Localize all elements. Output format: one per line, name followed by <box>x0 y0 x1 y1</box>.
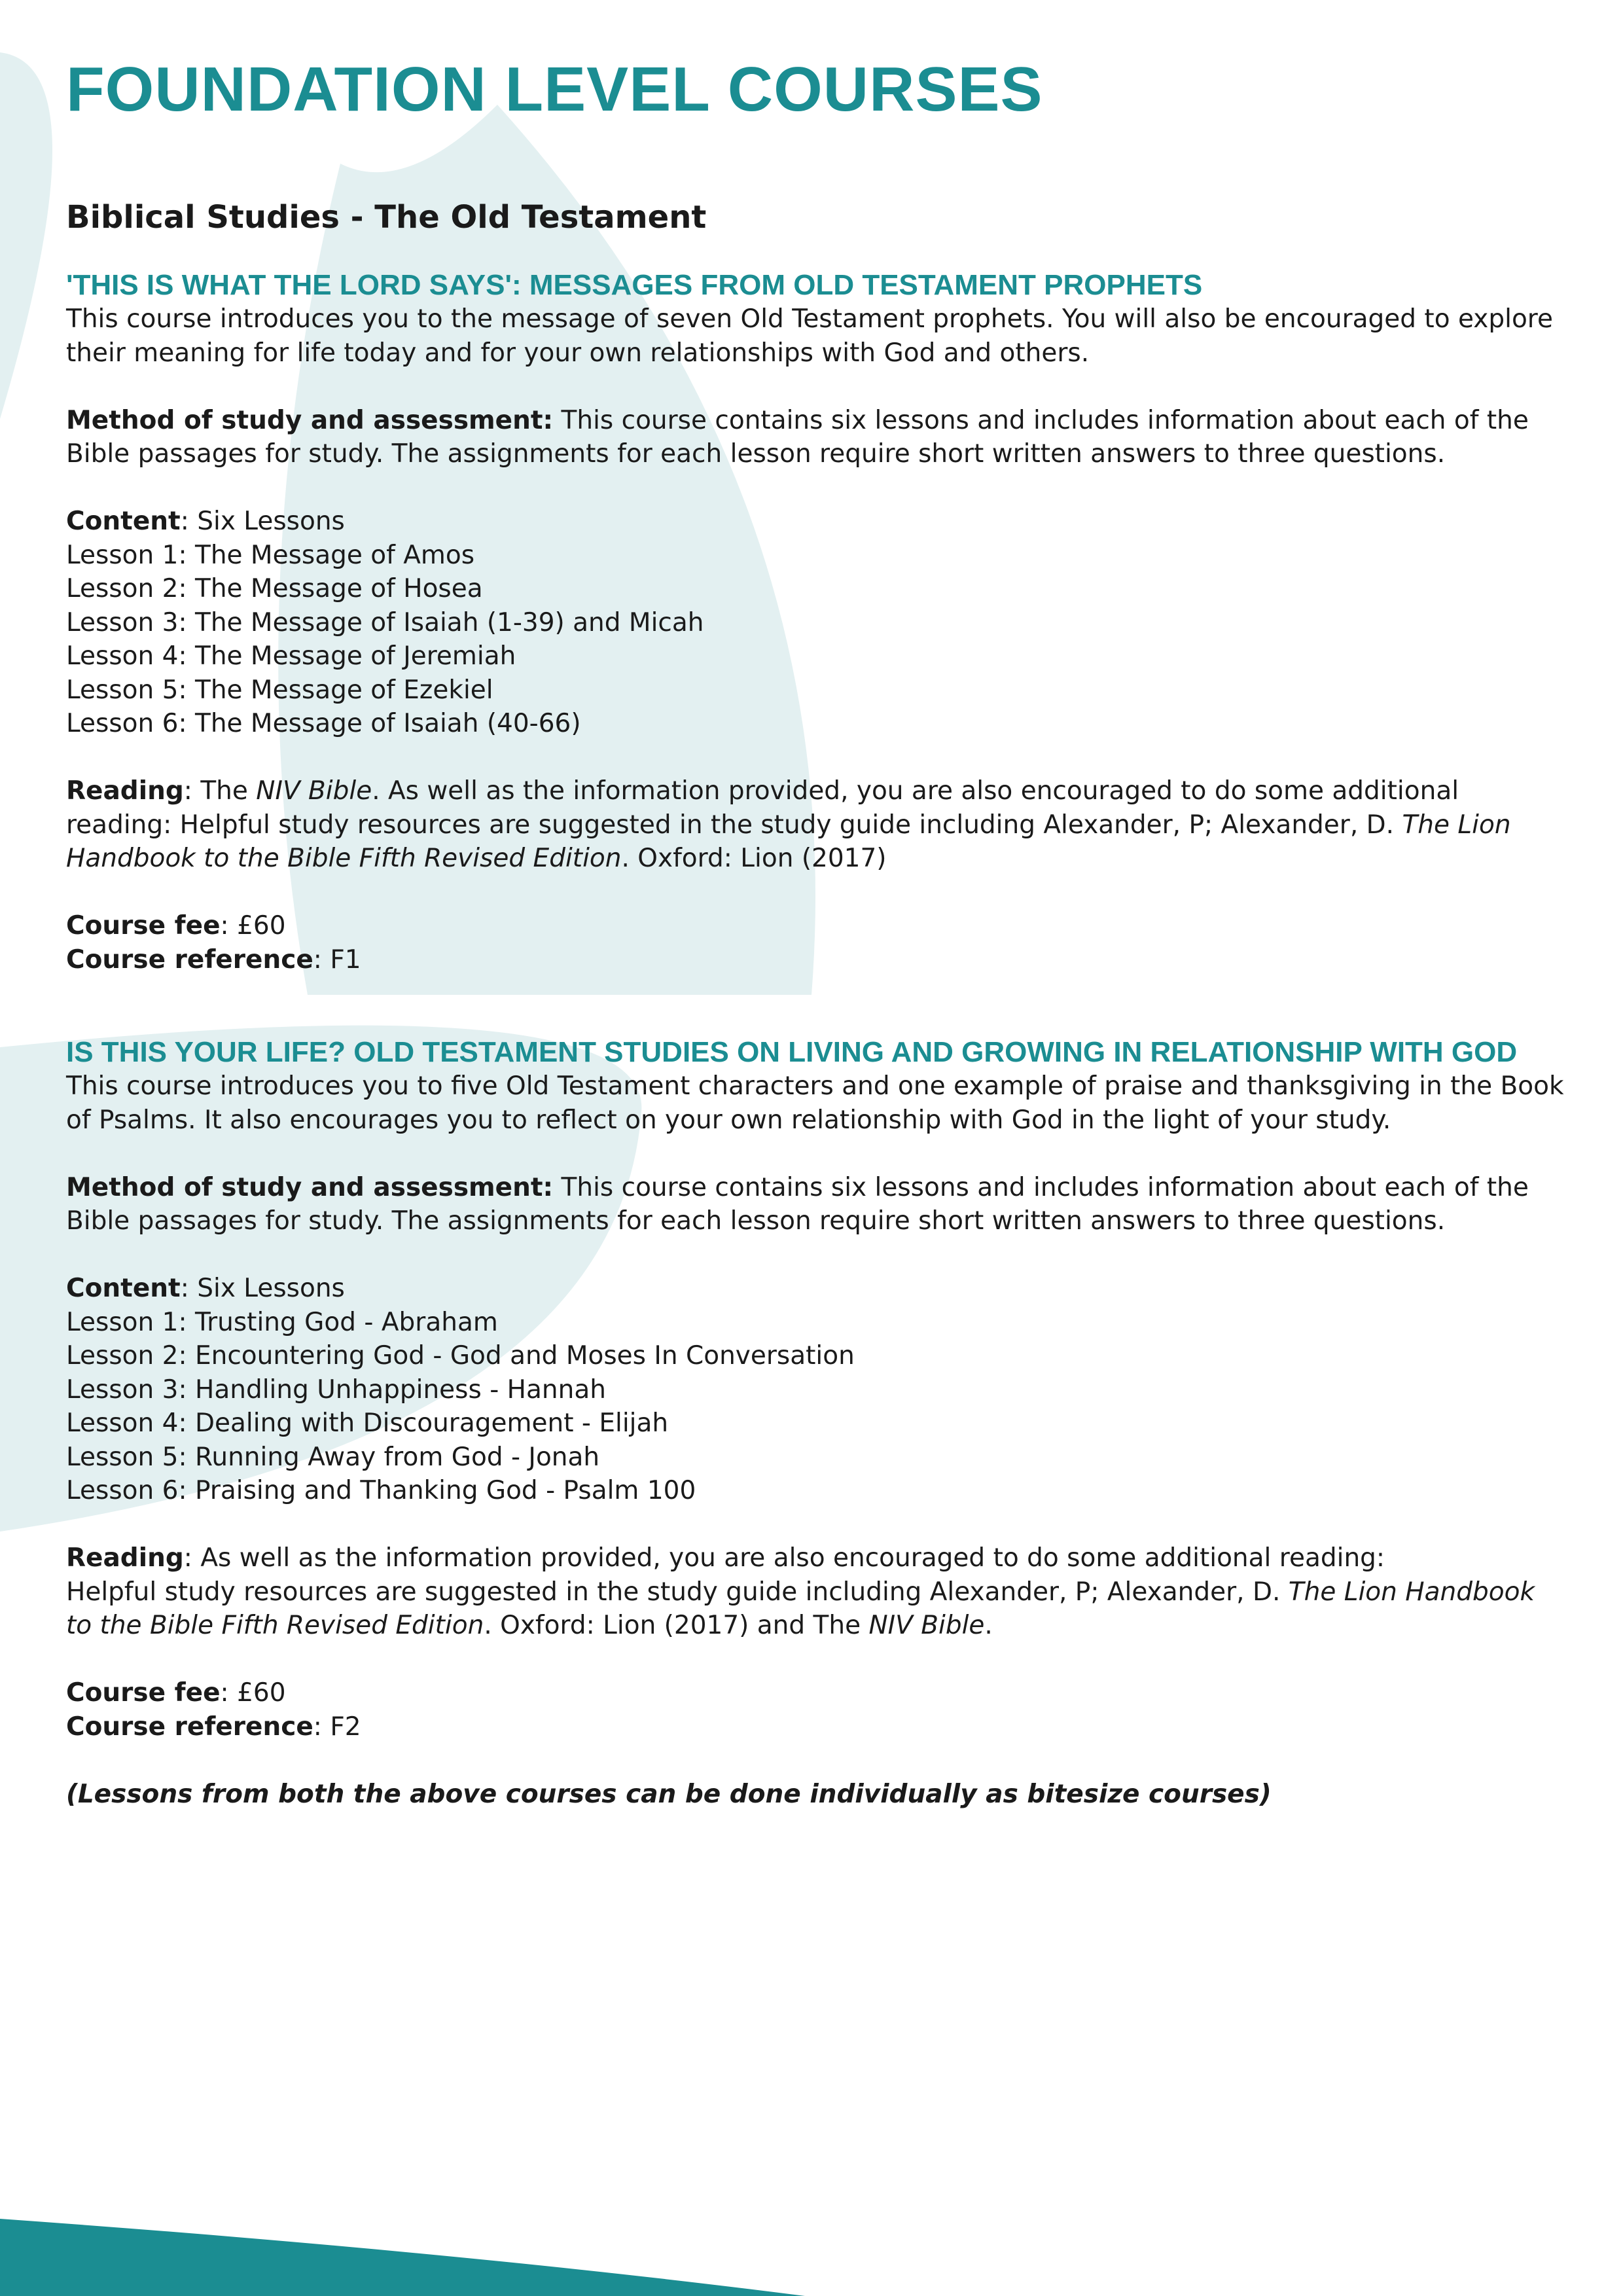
content-value: Six Lessons <box>197 507 345 536</box>
method-text: This course contains six lessons and includes information about each of the Bible passages for study. The assignments for each lesson require short written answers to three questions. <box>66 1172 1529 1236</box>
lesson-list <box>66 1306 1565 1508</box>
course-intro: This course introduces you to five Old Testament characters and one example of praise and thanksgiving in the Book of Psalms. It also encourages you to reflect on your own relationship with God in the light of your study. <box>66 1071 1564 1135</box>
footer-wave <box>0 2219 805 2296</box>
page-title: FOUNDATION LEVEL COURSES <box>66 54 1043 124</box>
reference-value: F1 <box>330 944 361 975</box>
fee-label: Course fee <box>66 911 221 941</box>
reading-text: Helpful study resources are suggested in the study guide including Alexander, P; Alexander, D. <box>66 1577 1281 1607</box>
fee-value: £60 <box>237 911 286 941</box>
method-paragraph <box>66 404 1565 471</box>
reading-paragraph: Reading: As well as the information provided, you are also encouraged to do some additional reading: Helpful study resources are suggested in the study guide including Alexander, P; Alexander, D. The Lion Handbook to the Bible Fifth Revised Edition. Oxford: Lion (2017) and The NIV Bible. <box>66 1543 1535 1640</box>
fee-value: £60 <box>237 1678 286 1708</box>
course-title: IS THIS YOUR LIFE? OLD TESTAMENT STUDIES ON LIVING AND GROWING IN RELATIONSHIP WITH GOD <box>66 1036 1518 1068</box>
reading-label: Reading <box>66 776 184 806</box>
niv-bible-title: NIV Bible <box>256 776 372 806</box>
fee-line: Course fee: £60 <box>66 911 286 941</box>
list-item: Lesson 1: Trusting God - Abraham <box>66 1307 498 1337</box>
course-f1 <box>66 268 1565 977</box>
content-line: Content: Six Lessons <box>66 1274 345 1303</box>
reading-paragraph: Reading: The NIV Bible. As well as the information provided, you are also encouraged to do some additional reading: Helpful study resources are suggested in the study guide including Alexander, P; Alexander, D. The Lion Handbook to the Bible Fifth Revised Edition. Oxford: Lion (2017) <box>66 776 1511 873</box>
content-value: Six Lessons <box>197 1274 345 1303</box>
book-title: The Lion Handbook to the Bible Fifth Revised Edition <box>66 1577 1535 1640</box>
fee-line: Course fee: £60 <box>66 1678 286 1708</box>
reading-text: The <box>200 776 248 806</box>
reading-publisher: . Oxford: Lion (2017) and The <box>484 1611 861 1640</box>
course-f2 <box>66 1035 1565 1744</box>
reading-end: . <box>984 1611 993 1640</box>
list-item: Lesson 4: The Message of Jeremiah <box>66 641 516 671</box>
method-label: Method of study and assessment: <box>66 1172 554 1202</box>
course-title: 'THIS IS WHAT THE LORD SAYS': MESSAGES FROM OLD TESTAMENT PROPHETS <box>66 269 1203 301</box>
reading-text: As well as the information provided, you are also encouraged to do some additional reading: <box>200 1543 1385 1573</box>
list-item: Lesson 1: The Message of Amos <box>66 540 475 570</box>
content-label: Content <box>66 507 181 536</box>
method-label: Method of study and assessment: <box>66 405 554 435</box>
section-title: Biblical Studies - The Old Testament <box>66 199 707 236</box>
method-text: This course contains six lessons and includes information about each of the Bible passages for study. The assignments for each lesson require short written answers to three questions. <box>66 405 1529 469</box>
watermark-shape-left <box>0 52 52 419</box>
list-item: Lesson 6: Praising and Thanking God - Psalm 100 <box>66 1476 696 1505</box>
list-item: Lesson 2: The Message of Hosea <box>66 574 483 603</box>
content-label: Content <box>66 1274 181 1303</box>
reading-text: . As well as the information provided, you are also encouraged to do some additional reading: Helpful study resources are suggested in the study guide including Alexander, P; Alexander, D. <box>66 776 1459 840</box>
reading-publisher: . Oxford: Lion (2017) <box>621 844 887 873</box>
list-item: Lesson 5: Running Away from God - Jonah <box>66 1442 600 1472</box>
list-item: Lesson 3: The Message of Isaiah (1-39) and Micah <box>66 607 704 637</box>
reading-label: Reading <box>66 1543 184 1573</box>
lesson-list <box>66 539 1565 741</box>
niv-bible-title: NIV Bible <box>868 1611 985 1640</box>
list-item: Lesson 3: Handling Unhappiness - Hannah <box>66 1374 606 1405</box>
list-item: Lesson 5: The Message of Ezekiel <box>66 675 493 705</box>
reference-line: Course reference: F1 <box>66 944 361 975</box>
reference-line: Course reference: F2 <box>66 1712 361 1742</box>
method-paragraph <box>66 1171 1565 1238</box>
reference-label: Course reference <box>66 944 313 975</box>
footer-note: (Lessons from both the above courses can be done individually as bitesize courses) <box>66 1779 1272 1809</box>
reference-value: F2 <box>330 1712 361 1742</box>
list-item: Lesson 4: Dealing with Discouragement - Elijah <box>66 1408 669 1438</box>
document-page <box>66 54 1565 1811</box>
reference-label: Course reference <box>66 1712 313 1742</box>
list-item: Lesson 2: Encountering God - God and Moses In Conversation <box>66 1341 855 1371</box>
fee-label: Course fee <box>66 1678 221 1708</box>
course-intro: This course introduces you to the message of seven Old Testament prophets. You will also be encouraged to explore their meaning for life today and for your own relationships with God and others. <box>66 304 1553 368</box>
book-title: The Lion Handbook to the Bible Fifth Revised Edition <box>66 810 1511 873</box>
list-item: Lesson 6: The Message of Isaiah (40-66) <box>66 709 581 738</box>
content-line: Content: Six Lessons <box>66 507 345 536</box>
